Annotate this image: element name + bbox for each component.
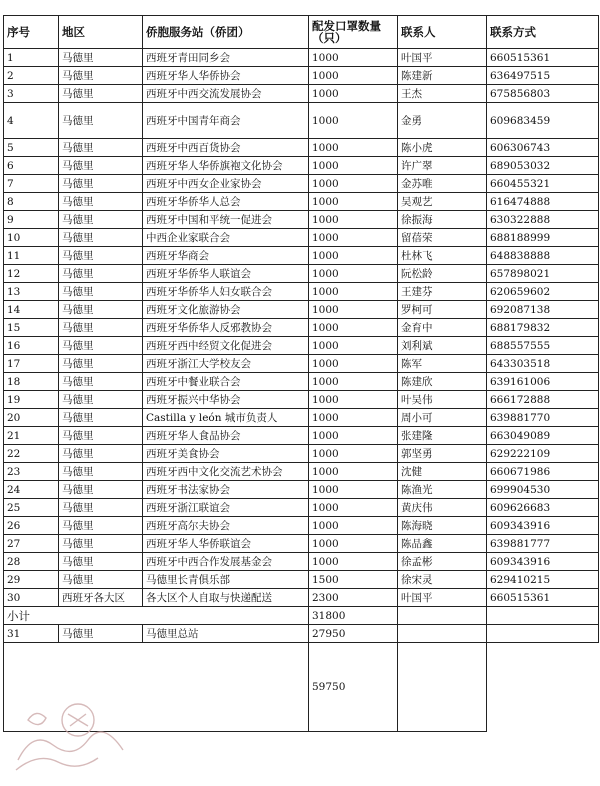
- cell-contact: 徐振海: [398, 211, 487, 229]
- table-row: [4, 535, 599, 553]
- cell-contact: 金育中: [398, 319, 487, 337]
- table-row: [4, 211, 599, 229]
- cell-no: 19: [4, 391, 59, 409]
- header-no: 序号: [4, 16, 59, 49]
- cell-quantity: 1000: [309, 517, 398, 535]
- cell-phone: 657898021: [487, 265, 599, 283]
- cell-phone: 630322888: [487, 211, 599, 229]
- cell-quantity: 1000: [309, 193, 398, 211]
- cell-station: 西班牙浙江联谊会: [143, 499, 309, 517]
- table-row: [4, 175, 599, 193]
- cell-region: 马德里: [59, 391, 143, 409]
- cell-contact: 陈小虎: [398, 139, 487, 157]
- cell-phone: 636497515: [487, 67, 599, 85]
- cell-region: 马德里: [59, 625, 143, 643]
- table-row: [4, 553, 599, 571]
- cell-no: 27: [4, 535, 59, 553]
- cell-no: 9: [4, 211, 59, 229]
- cell-station: 西班牙中西合作发展基金会: [143, 553, 309, 571]
- cell-quantity: 1000: [309, 481, 398, 499]
- cell-region: 马德里: [59, 517, 143, 535]
- table-row: [4, 319, 599, 337]
- cell-station: 西班牙华人华侨联谊会: [143, 535, 309, 553]
- cell-region: 马德里: [59, 481, 143, 499]
- cell-no: 16: [4, 337, 59, 355]
- table-row: [4, 445, 599, 463]
- table-row: [4, 193, 599, 211]
- cell-region: 马德里: [59, 499, 143, 517]
- table-row: [4, 463, 599, 481]
- cell-phone: 660515361: [487, 49, 599, 67]
- cell-region: 马德里: [59, 409, 143, 427]
- table-row: [4, 409, 599, 427]
- cell-station: 中西企业家联合会: [143, 229, 309, 247]
- cell-quantity: 1000: [309, 175, 398, 193]
- cell-no: 25: [4, 499, 59, 517]
- cell-no: 14: [4, 301, 59, 319]
- cell-contact: 徐孟彬: [398, 553, 487, 571]
- cell-quantity: 1000: [309, 211, 398, 229]
- cell-contact: 陈海晓: [398, 517, 487, 535]
- total-empty-phone: [487, 643, 599, 732]
- cell-region: 马德里: [59, 373, 143, 391]
- cell-station: 西班牙华侨华人妇女联合会: [143, 283, 309, 301]
- cell-no: 21: [4, 427, 59, 445]
- cell-contact: [398, 625, 487, 643]
- cell-quantity: 1000: [309, 391, 398, 409]
- cell-phone: 699904530: [487, 481, 599, 499]
- cell-phone: 609343916: [487, 553, 599, 571]
- cell-contact: 金苏唯: [398, 175, 487, 193]
- table-row: [4, 517, 599, 535]
- cell-quantity: 1000: [309, 283, 398, 301]
- cell-station: 西班牙西中文化交流艺术协会: [143, 463, 309, 481]
- cell-no: 18: [4, 373, 59, 391]
- cell-quantity: 1000: [309, 553, 398, 571]
- cell-region: 西班牙各大区: [59, 589, 143, 607]
- table-row: [4, 337, 599, 355]
- cell-quantity: 1000: [309, 157, 398, 175]
- cell-contact: 留蓓荣: [398, 229, 487, 247]
- cell-quantity: 1000: [309, 103, 398, 139]
- cell-quantity: 1000: [309, 337, 398, 355]
- total-empty-contact: [398, 643, 487, 732]
- cell-quantity: 1000: [309, 49, 398, 67]
- subtotal-value: 31800: [309, 607, 398, 625]
- table-row: [4, 625, 599, 643]
- cell-phone: 609683459: [487, 103, 599, 139]
- table-row: [4, 571, 599, 589]
- cell-region: 马德里: [59, 193, 143, 211]
- cell-phone: 639881770: [487, 409, 599, 427]
- cell-phone: 663049089: [487, 427, 599, 445]
- cell-contact: 王杰: [398, 85, 487, 103]
- header-region: 地区: [59, 16, 143, 49]
- cell-region: 马德里: [59, 301, 143, 319]
- cell-station: 西班牙中西百货协会: [143, 139, 309, 157]
- subtotal-label: 小计: [4, 607, 309, 625]
- cell-no: 4: [4, 103, 59, 139]
- cell-quantity: 1000: [309, 301, 398, 319]
- cell-phone: 660455321: [487, 175, 599, 193]
- table-row: [4, 481, 599, 499]
- cell-contact: 叶吴伟: [398, 391, 487, 409]
- subtotal-empty-phone: [487, 607, 599, 625]
- cell-station: 西班牙华商会: [143, 247, 309, 265]
- cell-station: 西班牙美食协会: [143, 445, 309, 463]
- cell-no: 24: [4, 481, 59, 499]
- cell-no: 3: [4, 85, 59, 103]
- cell-station: 西班牙中西交流发展协会: [143, 85, 309, 103]
- table-row: [4, 265, 599, 283]
- header-contact: 联系人: [398, 16, 487, 49]
- cell-phone: 609626683: [487, 499, 599, 517]
- cell-no: 29: [4, 571, 59, 589]
- cell-no: 10: [4, 229, 59, 247]
- cell-region: 马德里: [59, 157, 143, 175]
- cell-contact: 沈健: [398, 463, 487, 481]
- cell-quantity: 1000: [309, 229, 398, 247]
- cell-quantity: 1000: [309, 535, 398, 553]
- cell-quantity: 1000: [309, 355, 398, 373]
- cell-region: 马德里: [59, 463, 143, 481]
- cell-quantity: 1000: [309, 85, 398, 103]
- cell-quantity: 1000: [309, 265, 398, 283]
- cell-quantity: 1000: [309, 499, 398, 517]
- table-row: [4, 391, 599, 409]
- cell-region: 马德里: [59, 49, 143, 67]
- header-row: [4, 16, 599, 49]
- cell-region: 马德里: [59, 175, 143, 193]
- cell-no: 23: [4, 463, 59, 481]
- cell-quantity: 1000: [309, 373, 398, 391]
- cell-contact: 陈渔光: [398, 481, 487, 499]
- cell-no: 2: [4, 67, 59, 85]
- cell-station: 西班牙中西女企业家协会: [143, 175, 309, 193]
- cell-quantity: 1000: [309, 319, 398, 337]
- header-phone: 联系方式: [487, 16, 599, 49]
- cell-phone: 648838888: [487, 247, 599, 265]
- cell-quantity: 1000: [309, 409, 398, 427]
- table-row: [4, 499, 599, 517]
- cell-contact: 吴观艺: [398, 193, 487, 211]
- cell-no: 5: [4, 139, 59, 157]
- cell-phone: 616474888: [487, 193, 599, 211]
- cell-station: 西班牙中餐业联合会: [143, 373, 309, 391]
- cell-phone: 660671986: [487, 463, 599, 481]
- cell-quantity: 1000: [309, 67, 398, 85]
- table-row: [4, 49, 599, 67]
- cell-region: 马德里: [59, 139, 143, 157]
- cell-station: 西班牙书法家协会: [143, 481, 309, 499]
- cell-contact: 陈品鑫: [398, 535, 487, 553]
- cell-phone: 629410215: [487, 571, 599, 589]
- cell-region: 马德里: [59, 85, 143, 103]
- cell-station: 西班牙华侨华人联谊会: [143, 265, 309, 283]
- cell-phone: 609343916: [487, 517, 599, 535]
- cell-contact: 杜林飞: [398, 247, 487, 265]
- cell-station: 西班牙文化旅游协会: [143, 301, 309, 319]
- cell-quantity: 1000: [309, 445, 398, 463]
- cell-contact: 陈建新: [398, 67, 487, 85]
- cell-contact: 陈建欣: [398, 373, 487, 391]
- table-row: [4, 427, 599, 445]
- cell-station: Castilla y león 城市负责人: [143, 409, 309, 427]
- cell-phone: 688188999: [487, 229, 599, 247]
- table-row: [4, 355, 599, 373]
- cell-contact: 郭坚勇: [398, 445, 487, 463]
- cell-region: 马德里: [59, 337, 143, 355]
- cell-contact: 阮松龄: [398, 265, 487, 283]
- cell-phone: 688557555: [487, 337, 599, 355]
- cell-phone: 643303518: [487, 355, 599, 373]
- cell-region: 马德里: [59, 445, 143, 463]
- cell-phone: 689053032: [487, 157, 599, 175]
- table-row: [4, 247, 599, 265]
- cell-phone: 666172888: [487, 391, 599, 409]
- cell-region: 马德里: [59, 553, 143, 571]
- cell-phone: [487, 625, 599, 643]
- subtotal-row: [4, 607, 599, 625]
- cell-phone: 629222109: [487, 445, 599, 463]
- cell-station: 西班牙华人华侨旗袍文化协会: [143, 157, 309, 175]
- cell-station: 西班牙华侨华人反邪教协会: [143, 319, 309, 337]
- subtotal-empty-contact: [398, 607, 487, 625]
- cell-phone: 620659602: [487, 283, 599, 301]
- header-quantity: 配发口罩数量（只）: [309, 16, 398, 49]
- cell-no: 12: [4, 265, 59, 283]
- cell-quantity: 1500: [309, 571, 398, 589]
- cell-region: 马德里: [59, 103, 143, 139]
- table-row: [4, 373, 599, 391]
- cell-region: 马德里: [59, 427, 143, 445]
- cell-contact: 罗柯可: [398, 301, 487, 319]
- cell-no: 17: [4, 355, 59, 373]
- total-value: 59750: [309, 643, 398, 732]
- table-row: [4, 157, 599, 175]
- cell-no: 6: [4, 157, 59, 175]
- cell-quantity: 1000: [309, 463, 398, 481]
- header-station: 侨胞服务站（侨团）: [143, 16, 309, 49]
- cell-phone: 660515361: [487, 589, 599, 607]
- cell-contact: 金勇: [398, 103, 487, 139]
- cell-no: 11: [4, 247, 59, 265]
- cell-contact: 周小可: [398, 409, 487, 427]
- table-row: [4, 139, 599, 157]
- cell-no: 13: [4, 283, 59, 301]
- cell-station: 西班牙西中经贸文化促进会: [143, 337, 309, 355]
- mask-distribution-table: [3, 15, 599, 732]
- cell-phone: 606306743: [487, 139, 599, 157]
- cell-no: 30: [4, 589, 59, 607]
- cell-quantity: 1000: [309, 139, 398, 157]
- cell-station: 西班牙华侨华人总会: [143, 193, 309, 211]
- cell-region: 马德里: [59, 355, 143, 373]
- table-row: [4, 301, 599, 319]
- cell-contact: 徐宋灵: [398, 571, 487, 589]
- watermark-logo: [8, 690, 128, 780]
- cell-phone: 688179832: [487, 319, 599, 337]
- cell-region: 马德里: [59, 265, 143, 283]
- cell-quantity: 1000: [309, 247, 398, 265]
- cell-no: 22: [4, 445, 59, 463]
- cell-station: 马德里总站: [143, 625, 309, 643]
- table-row: [4, 103, 599, 139]
- table-row: [4, 85, 599, 103]
- cell-contact: 王建芬: [398, 283, 487, 301]
- table-row: [4, 67, 599, 85]
- cell-region: 马德里: [59, 535, 143, 553]
- cell-station: 西班牙华人食品协会: [143, 427, 309, 445]
- cell-region: 马德里: [59, 67, 143, 85]
- cell-contact: 许广翠: [398, 157, 487, 175]
- cell-no: 28: [4, 553, 59, 571]
- cell-station: 西班牙青田同乡会: [143, 49, 309, 67]
- cell-station: 西班牙浙江大学校友会: [143, 355, 309, 373]
- table-row: [4, 229, 599, 247]
- cell-station: 西班牙中国青年商会: [143, 103, 309, 139]
- cell-contact: 张建隆: [398, 427, 487, 445]
- table-row: [4, 589, 599, 607]
- cell-station: 马德里长青俱乐部: [143, 571, 309, 589]
- cell-contact: 叶国平: [398, 49, 487, 67]
- cell-no: 26: [4, 517, 59, 535]
- cell-contact: 黄庆伟: [398, 499, 487, 517]
- cell-no: 31: [4, 625, 59, 643]
- cell-station: 西班牙高尔夫协会: [143, 517, 309, 535]
- cell-phone: 639881777: [487, 535, 599, 553]
- cell-no: 15: [4, 319, 59, 337]
- cell-no: 7: [4, 175, 59, 193]
- table-row: [4, 283, 599, 301]
- cell-region: 马德里: [59, 247, 143, 265]
- cell-quantity: 1000: [309, 427, 398, 445]
- cell-region: 马德里: [59, 283, 143, 301]
- cell-phone: 675856803: [487, 85, 599, 103]
- cell-quantity: 2300: [309, 589, 398, 607]
- cell-region: 马德里: [59, 229, 143, 247]
- cell-station: 西班牙中国和平统一促进会: [143, 211, 309, 229]
- cell-station: 西班牙振兴中华协会: [143, 391, 309, 409]
- cell-quantity: 27950: [309, 625, 398, 643]
- cell-contact: 陈军: [398, 355, 487, 373]
- cell-no: 20: [4, 409, 59, 427]
- cell-region: 马德里: [59, 319, 143, 337]
- cell-region: 马德里: [59, 211, 143, 229]
- cell-contact: 刘利斌: [398, 337, 487, 355]
- cell-no: 1: [4, 49, 59, 67]
- cell-no: 8: [4, 193, 59, 211]
- cell-station: 各大区个人自取与快递配送: [143, 589, 309, 607]
- cell-station: 西班牙华人华侨协会: [143, 67, 309, 85]
- cell-contact: 叶国平: [398, 589, 487, 607]
- cell-phone: 692087138: [487, 301, 599, 319]
- cell-phone: 639161006: [487, 373, 599, 391]
- cell-region: 马德里: [59, 571, 143, 589]
